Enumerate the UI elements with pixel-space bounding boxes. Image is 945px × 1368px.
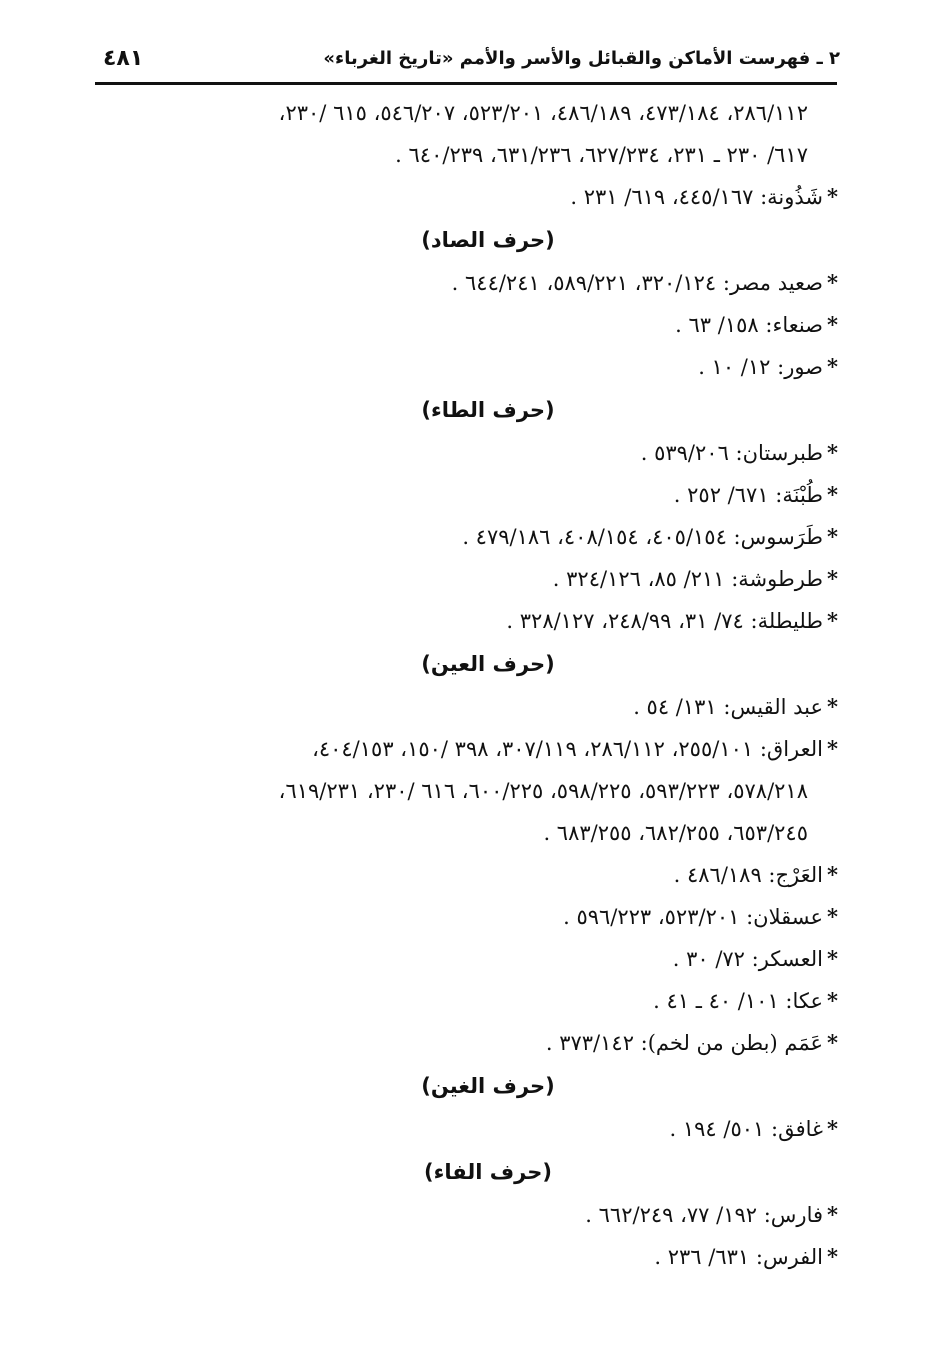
index-entry (98, 176, 838, 218)
index-entry (98, 346, 838, 388)
section-heading: (حرف الصاد) (421, 228, 555, 252)
index-entry (98, 304, 838, 346)
bullet-star: * (827, 1116, 838, 1141)
index-entry (98, 854, 838, 896)
bullet-star: * (827, 566, 838, 591)
entry-text: عَمَم (بطن من لخم): ٣٧٣/١٤٢ . (545, 1031, 824, 1055)
entry-text: العسكر: ٧٢/ ٣٠ . (672, 947, 824, 971)
index-entry (98, 1108, 838, 1150)
index-entry (98, 1194, 838, 1236)
index-line: ٦٥٣/٢٤٥، ٦٨٢/٢٥٥، ٦٨٣/٢٥٥ . (543, 821, 808, 845)
index-entry (98, 432, 838, 474)
entry-text: صعيد مصر: ٣٢٠/١٢٤، ٥٨٩/٢٢١، ٦٤٤/٢٤١ . (451, 271, 824, 295)
section-heading: (حرف الطاء) (421, 398, 555, 422)
bullet-star: * (827, 482, 838, 507)
bullet-star: * (827, 904, 838, 929)
section-heading: (حرف الفاء) (424, 1160, 552, 1184)
entry-text: صنعاء: ١٥٨/ ٦٣ . (675, 313, 824, 337)
bullet-star: * (827, 946, 838, 971)
section-heading: (حرف العين) (421, 652, 555, 676)
entry-text: طَرَسوس: ٤٠٥/١٥٤، ٤٠٨/١٥٤، ٤٧٩/١٨٦ . (462, 525, 824, 549)
entry-text: عكا: ١٠١/ ٤٠ ـ ٤١ . (653, 989, 824, 1013)
entry-text: طبرستان: ٥٣٩/٢٠٦ . (640, 441, 824, 465)
bullet-star: * (827, 184, 838, 209)
index-entry (98, 558, 838, 600)
page-number: ٤٨١ (103, 46, 144, 71)
bullet-star: * (827, 1202, 838, 1227)
entry-text: طرطوشة: ٢١١/ ٨٥، ٣٢٤/١٢٦ . (552, 567, 824, 591)
entry-text: عبد القيس: ١٣١/ ٥٤ . (633, 695, 824, 719)
index-line: ٥٧٨/٢١٨، ٥٩٣/٢٢٣، ٥٩٨/٢٢٥، ٦٠٠/٢٢٥، ٦١٦ /٢٣٠، ٦١٩/٢٣١، (278, 779, 808, 803)
index-entry (98, 728, 838, 770)
entry-text: شَذُونة: ٤٤٥/١٦٧، ٦١٩/ ٢٣١ . (570, 185, 824, 209)
bullet-star: * (827, 988, 838, 1013)
index-entry (98, 686, 838, 728)
index-content (98, 92, 838, 1278)
bullet-star: * (827, 1030, 838, 1055)
bullet-star: * (827, 440, 838, 465)
bullet-star: * (827, 524, 838, 549)
section-heading: (حرف الغين) (421, 1074, 555, 1098)
bullet-star: * (827, 312, 838, 337)
index-entry (98, 896, 838, 938)
page-header (95, 40, 840, 82)
entry-text: الفرس: ٦٣١/ ٢٣٦ . (654, 1245, 824, 1269)
bullet-star: * (827, 862, 838, 887)
bullet-star: * (827, 608, 838, 633)
entry-text: فارس: ١٩٢/ ٧٧، ٦٦٢/٢٤٩ . (585, 1203, 824, 1227)
bullet-star: * (827, 270, 838, 295)
bullet-star: * (827, 1244, 838, 1269)
index-entry (98, 600, 838, 642)
index-entry (98, 474, 838, 516)
entry-text: صور: ١٢/ ١٠ . (698, 355, 824, 379)
entry-text: غافق: ٥٠١/ ١٩٤ . (669, 1117, 824, 1141)
index-entry (98, 262, 838, 304)
bullet-star: * (827, 354, 838, 379)
bullet-star: * (827, 694, 838, 719)
index-entry (98, 1022, 838, 1064)
entry-text: طليطلة: ٧٤/ ٣١، ٢٤٨/٩٩، ٣٢٨/١٢٧ . (506, 609, 824, 633)
index-entry (98, 516, 838, 558)
header-rule (95, 82, 837, 85)
index-line: ٦١٧/ ٢٣٠ ـ ٢٣١، ٦٢٧/٢٣٤، ٦٣١/٢٣٦، ٦٤٠/٢٣٩ . (395, 143, 808, 167)
index-entry (98, 980, 838, 1022)
index-line: ٢٨٦/١١٢، ٤٧٣/١٨٤، ٤٨٦/١٨٩، ٥٢٣/٢٠١، ٥٤٦/٢٠٧، ٦١٥ /٢٣٠، (278, 101, 808, 125)
entry-text: العَرْج: ٤٨٦/١٨٩ . (673, 863, 824, 887)
entry-text: العراق: ٢٥٥/١٠١، ٢٨٦/١١٢، ٣٠٧/١١٩، ٣٩٨ /١٥٠، ٤٠٤/١٥٣، (312, 737, 824, 761)
entry-text: طُبْنَة: ٦٧١/ ٢٥٢ . (673, 483, 824, 507)
bullet-star: * (827, 736, 838, 761)
entry-text: عسقلان: ٥٢٣/٢٠١، ٥٩٦/٢٢٣ . (563, 905, 824, 929)
index-entry (98, 1236, 838, 1278)
running-title: ٢ ـ فهرست الأماكن والقبائل والأسر والأمم «تاريخ الغرباء» (323, 48, 840, 69)
index-entry (98, 938, 838, 980)
